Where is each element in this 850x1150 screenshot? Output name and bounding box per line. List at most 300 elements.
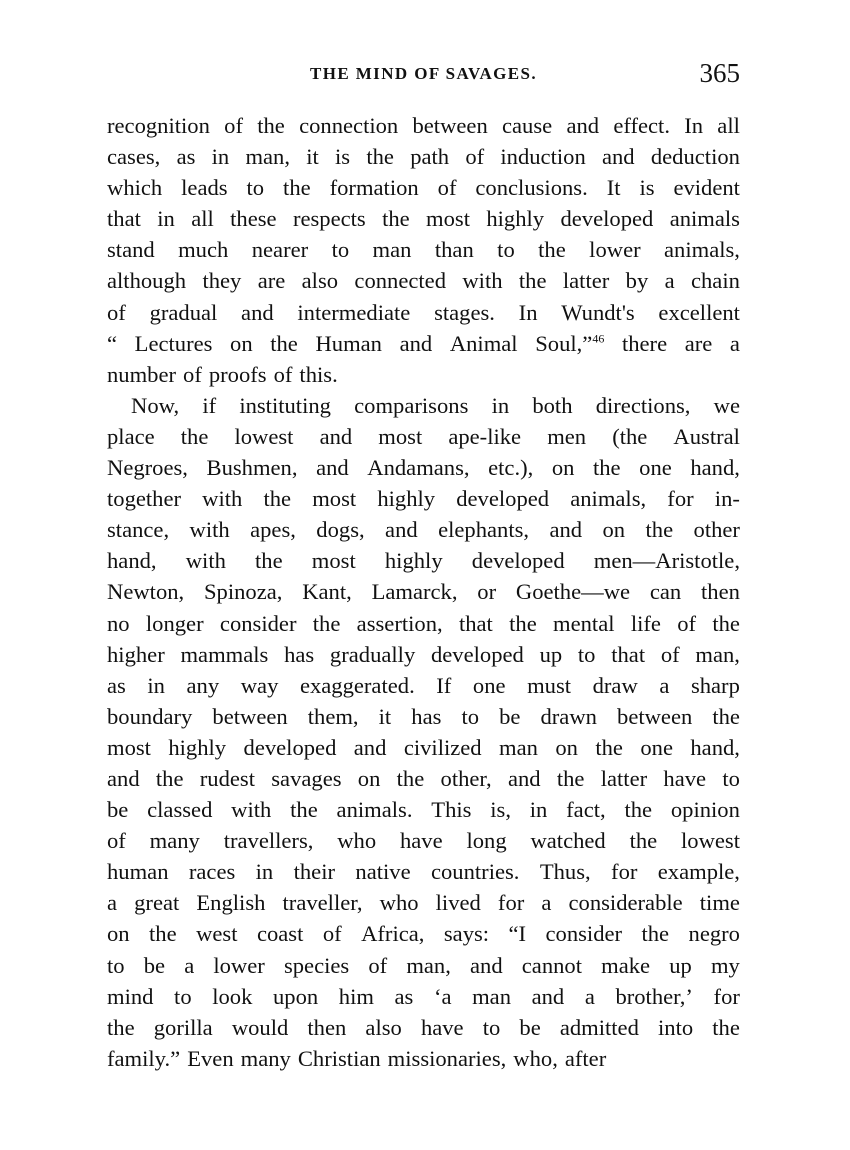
- text-line: [107, 483, 740, 514]
- word: although: [107, 268, 187, 294]
- word: cannot: [521, 952, 583, 978]
- word: man: [472, 983, 511, 1009]
- word: and: [353, 734, 387, 760]
- word: between: [412, 113, 488, 138]
- word: as: [176, 144, 196, 170]
- word: my: [710, 952, 740, 978]
- word: animals.: [336, 797, 413, 823]
- word: as: [107, 672, 126, 698]
- word: is: [639, 175, 655, 201]
- word: them,: [307, 703, 359, 729]
- word: it: [306, 144, 319, 170]
- word: the: [538, 237, 566, 263]
- word: most: [378, 423, 423, 449]
- word: highly: [377, 486, 436, 512]
- word: to: [331, 237, 350, 263]
- word: drawn: [540, 703, 597, 729]
- word: up: [539, 641, 563, 667]
- word: Lamarck,: [371, 579, 458, 605]
- word: of: [660, 641, 680, 667]
- word: proofs: [208, 361, 267, 387]
- word: and: [549, 517, 583, 543]
- word: a: [664, 268, 675, 294]
- word: can: [649, 579, 682, 605]
- word: hand,: [690, 455, 740, 481]
- text-line: [107, 639, 740, 670]
- word: stand: [107, 237, 155, 263]
- word: the: [556, 765, 585, 791]
- word: It: [606, 175, 621, 201]
- word: In: [684, 113, 704, 138]
- word: and: [399, 330, 433, 356]
- text-line: [107, 1043, 740, 1074]
- word: their: [293, 859, 336, 885]
- word: man,: [245, 144, 290, 170]
- word: and: [470, 952, 503, 978]
- word: highly: [168, 734, 227, 760]
- text-line: [107, 763, 740, 794]
- word: with: [189, 517, 230, 543]
- word: the: [312, 610, 341, 636]
- word: opinion: [670, 797, 740, 823]
- word: native: [355, 859, 411, 885]
- word: in: [529, 797, 548, 823]
- word: the: [641, 921, 670, 947]
- word: This: [431, 797, 472, 823]
- word: effect.: [613, 113, 670, 138]
- word: of: [322, 921, 342, 947]
- word: animals,: [664, 237, 740, 263]
- word: comparisons: [354, 392, 469, 418]
- word: many: [240, 1045, 291, 1071]
- word: the: [509, 610, 537, 636]
- word: latter: [600, 765, 648, 791]
- word: be: [519, 1014, 541, 1040]
- word: to: [497, 237, 515, 263]
- word: they: [202, 268, 242, 294]
- word: the: [155, 765, 184, 791]
- word: of: [465, 144, 485, 170]
- word: gradually: [329, 641, 416, 667]
- word: mental: [553, 610, 615, 636]
- text-line: [107, 514, 740, 545]
- word: be: [107, 797, 129, 823]
- word: of: [107, 299, 126, 325]
- word: nearer: [251, 237, 309, 263]
- word: in: [211, 144, 230, 170]
- word: to: [482, 1014, 501, 1040]
- text-line: [107, 234, 740, 265]
- word: instituting: [239, 392, 331, 418]
- word: Animal: [449, 330, 518, 356]
- word: to: [577, 641, 596, 667]
- word: Newton,: [107, 579, 185, 605]
- word: says:: [443, 921, 490, 947]
- word: the: [592, 455, 621, 481]
- word: the: [180, 423, 209, 449]
- word: long: [466, 828, 507, 854]
- text-line: [107, 110, 740, 141]
- text-line: [107, 918, 740, 949]
- word: no: [107, 610, 130, 636]
- word: ‘a: [433, 983, 452, 1009]
- word: in: [491, 392, 510, 418]
- word: the: [255, 548, 283, 574]
- word: Wundt's: [561, 299, 635, 325]
- word: higher: [107, 641, 165, 667]
- word: have: [420, 1014, 464, 1040]
- word: longer: [145, 610, 204, 636]
- word: up: [669, 952, 692, 978]
- word: who,: [513, 1045, 558, 1071]
- text-line: [107, 421, 740, 452]
- word: developed: [456, 486, 550, 512]
- word: or: [477, 579, 497, 605]
- word: the: [629, 828, 658, 854]
- word: man,: [695, 641, 740, 667]
- word: also: [365, 1014, 402, 1040]
- running-head: [107, 58, 740, 88]
- word: and: [507, 765, 541, 791]
- word: developed: [471, 548, 565, 574]
- word: these: [230, 206, 277, 232]
- word: respects: [292, 206, 366, 232]
- word: on: [230, 330, 253, 356]
- text-line: [107, 297, 740, 328]
- word: the: [712, 610, 740, 636]
- word: apes,: [250, 517, 296, 543]
- word: ape-like: [448, 423, 522, 449]
- word: animals: [669, 206, 740, 232]
- word: the: [366, 144, 394, 170]
- word: in-: [714, 486, 740, 512]
- word: one: [472, 672, 506, 698]
- word: dogs,: [316, 517, 365, 543]
- word: path: [410, 144, 450, 170]
- word: Bushmen,: [206, 455, 298, 481]
- word: “I: [508, 921, 527, 947]
- word: that: [611, 641, 646, 667]
- word: stance,: [107, 517, 170, 543]
- word: Now,: [131, 392, 180, 418]
- word: for: [667, 486, 694, 512]
- word: In: [518, 299, 538, 325]
- text-line: [107, 203, 740, 234]
- word: connection: [299, 113, 399, 138]
- text-line: [107, 701, 740, 732]
- paragraph: [107, 110, 740, 390]
- word: of: [224, 113, 243, 138]
- word: brother,’: [615, 983, 693, 1009]
- word: are: [257, 268, 286, 294]
- word: a: [584, 983, 595, 1009]
- word: watched: [530, 828, 606, 854]
- word: way: [240, 672, 279, 698]
- word: for: [713, 983, 740, 1009]
- word: a: [659, 672, 670, 698]
- word: is,: [490, 797, 511, 823]
- word: lower: [213, 952, 265, 978]
- word: on: [357, 765, 381, 791]
- word: in: [147, 672, 165, 698]
- word: chain: [690, 268, 740, 294]
- word: Goethe—we: [515, 579, 631, 605]
- word: the: [263, 486, 292, 512]
- word: Andamans,: [367, 455, 470, 481]
- word: the: [149, 921, 177, 947]
- text-line: [107, 887, 740, 918]
- text-line: [107, 1012, 740, 1043]
- word: has: [411, 703, 442, 729]
- word: sharp: [690, 672, 740, 698]
- word: into: [658, 1014, 694, 1040]
- word: between: [617, 703, 693, 729]
- word: lowest: [681, 828, 740, 854]
- word: cause: [502, 113, 553, 138]
- word: be: [499, 703, 521, 729]
- text-line: [107, 141, 740, 172]
- word: most: [107, 734, 151, 760]
- word: between: [212, 703, 288, 729]
- text-line: [107, 359, 740, 390]
- word: for: [611, 859, 638, 885]
- word: hand,: [690, 734, 740, 760]
- word: leads: [181, 175, 228, 201]
- word: one: [640, 734, 673, 760]
- word: savages: [271, 765, 342, 791]
- word: countries.: [430, 859, 520, 885]
- word: life: [630, 610, 661, 636]
- word: developed: [560, 206, 654, 232]
- word: has: [284, 641, 315, 667]
- word: any: [186, 672, 220, 698]
- text-line: [107, 950, 740, 981]
- word: great: [134, 890, 180, 916]
- word: coast: [256, 921, 304, 947]
- word: with: [185, 548, 226, 574]
- word: the: [396, 765, 425, 791]
- word: and: [601, 144, 635, 170]
- word: travellers,: [223, 828, 314, 854]
- text-line: [107, 794, 740, 825]
- word: cases,: [107, 144, 161, 170]
- word: is: [335, 144, 351, 170]
- word: to: [722, 765, 740, 791]
- word: the: [518, 268, 547, 294]
- word: and: [107, 765, 140, 791]
- word: the: [645, 517, 674, 543]
- text-line: [107, 856, 740, 887]
- word: induction: [500, 144, 586, 170]
- word: Human: [315, 330, 382, 356]
- word: with: [462, 268, 503, 294]
- word: traveller,: [282, 890, 363, 916]
- word: and: [319, 423, 353, 449]
- word: highly: [384, 548, 443, 574]
- word: Africa,: [361, 921, 425, 947]
- text-line: [107, 576, 740, 607]
- word: on: [107, 921, 130, 947]
- word: number: [107, 361, 177, 387]
- word: man,: [406, 952, 451, 978]
- word: on: [551, 455, 575, 481]
- word: Soul,”$^{46}$: [535, 330, 605, 356]
- word: make: [601, 952, 651, 978]
- word: man: [372, 237, 412, 263]
- word: Negroes,: [107, 455, 188, 481]
- word: both: [532, 392, 573, 418]
- word: species: [283, 952, 350, 978]
- word: have: [399, 828, 443, 854]
- word: as: [394, 983, 414, 1009]
- text-line: [107, 545, 740, 576]
- word: other,: [440, 765, 492, 791]
- word: of: [368, 952, 388, 978]
- word: of: [273, 361, 293, 387]
- word: of: [107, 828, 126, 854]
- word: the: [595, 734, 623, 760]
- word: excellent: [658, 299, 740, 325]
- word: many: [149, 828, 200, 854]
- word: men—Aristotle,: [593, 548, 740, 574]
- word: that: [107, 206, 141, 232]
- word: conclusions.: [475, 175, 588, 201]
- word: Even: [187, 1045, 234, 1071]
- word: are: [684, 330, 713, 356]
- word: intermediate: [297, 299, 411, 325]
- word: to: [174, 983, 192, 1009]
- word: (the: [612, 423, 648, 449]
- word: consider: [545, 921, 623, 947]
- word: lived: [435, 890, 481, 916]
- word: man: [499, 734, 538, 760]
- word: with: [202, 486, 243, 512]
- word: recognition: [107, 113, 210, 138]
- word: human: [107, 859, 169, 885]
- word: have: [663, 765, 707, 791]
- word: also: [301, 268, 339, 294]
- footnote-marker: 46: [592, 331, 605, 346]
- text-line: [107, 732, 740, 763]
- word: and: [531, 983, 565, 1009]
- word: the: [107, 1014, 135, 1040]
- word: who: [379, 890, 419, 916]
- word: to: [246, 175, 265, 201]
- word: after: [564, 1045, 607, 1071]
- word: elephants,: [438, 517, 530, 543]
- word: most: [312, 486, 357, 512]
- word: considerable: [568, 890, 683, 916]
- word: there: [621, 330, 668, 356]
- text-line: [107, 825, 740, 856]
- word: missionaries,: [387, 1045, 507, 1071]
- word: on: [555, 734, 578, 760]
- text-line: [107, 981, 740, 1012]
- word: in: [255, 859, 274, 885]
- word: gorilla: [153, 1014, 213, 1040]
- word: connected: [354, 268, 446, 294]
- word: example,: [657, 859, 740, 885]
- word: all: [191, 206, 214, 232]
- word: of: [437, 175, 457, 201]
- word: then: [307, 1014, 347, 1040]
- word: etc.),: [488, 455, 534, 481]
- word: developed: [243, 734, 337, 760]
- word: than: [434, 237, 474, 263]
- word: of: [677, 610, 697, 636]
- word: together: [107, 486, 182, 512]
- word: consider: [219, 610, 297, 636]
- word: a: [729, 330, 740, 356]
- word: assertion,: [356, 610, 443, 636]
- word: English: [196, 890, 266, 916]
- word: fact,: [566, 797, 606, 823]
- word: and: [385, 517, 418, 543]
- word: formation: [329, 175, 419, 201]
- word: latter: [562, 268, 610, 294]
- word: with: [231, 797, 272, 823]
- word: place: [107, 423, 155, 449]
- text-line: [107, 328, 740, 359]
- running-title: THE MIND OF SAVAGES.: [309, 64, 537, 83]
- word: which: [107, 175, 163, 201]
- word: other: [693, 517, 740, 543]
- word: lowest: [234, 423, 294, 449]
- word: who: [337, 828, 377, 854]
- word: exaggerated.: [299, 672, 415, 698]
- word: civilized: [403, 734, 482, 760]
- word: it: [378, 703, 392, 729]
- word: the: [283, 175, 311, 201]
- word: must: [527, 672, 572, 698]
- word: “: [107, 330, 118, 356]
- word: him: [338, 983, 374, 1009]
- word: if: [202, 392, 217, 418]
- word: directions,: [595, 392, 691, 418]
- word: this.: [299, 361, 338, 387]
- word: for: [497, 890, 525, 916]
- word: deduction: [650, 144, 740, 170]
- page-number: 365: [699, 58, 740, 88]
- word: the: [712, 1014, 740, 1040]
- word: Thus,: [539, 859, 591, 885]
- word: by: [625, 268, 649, 294]
- word: draw: [592, 672, 638, 698]
- word: the: [270, 330, 298, 356]
- word: hand,: [107, 548, 157, 574]
- word: all: [717, 113, 740, 138]
- word: the: [382, 206, 410, 232]
- word: that: [458, 610, 493, 636]
- word: boundary: [107, 703, 193, 729]
- word: look: [212, 983, 253, 1009]
- word: would: [231, 1014, 289, 1040]
- word: of: [183, 361, 202, 387]
- word: Spinoza,: [203, 579, 283, 605]
- word: If: [436, 672, 452, 698]
- word: Kant,: [302, 579, 352, 605]
- paragraph: [107, 390, 740, 1074]
- word: mind: [107, 983, 154, 1009]
- word: rudest: [199, 765, 255, 791]
- word: the: [290, 797, 318, 823]
- word: admitted: [559, 1014, 639, 1040]
- word: negro: [688, 921, 740, 947]
- text-line: [107, 452, 740, 483]
- word: lower: [589, 237, 641, 263]
- text-line: [107, 608, 740, 639]
- word: the: [257, 113, 285, 138]
